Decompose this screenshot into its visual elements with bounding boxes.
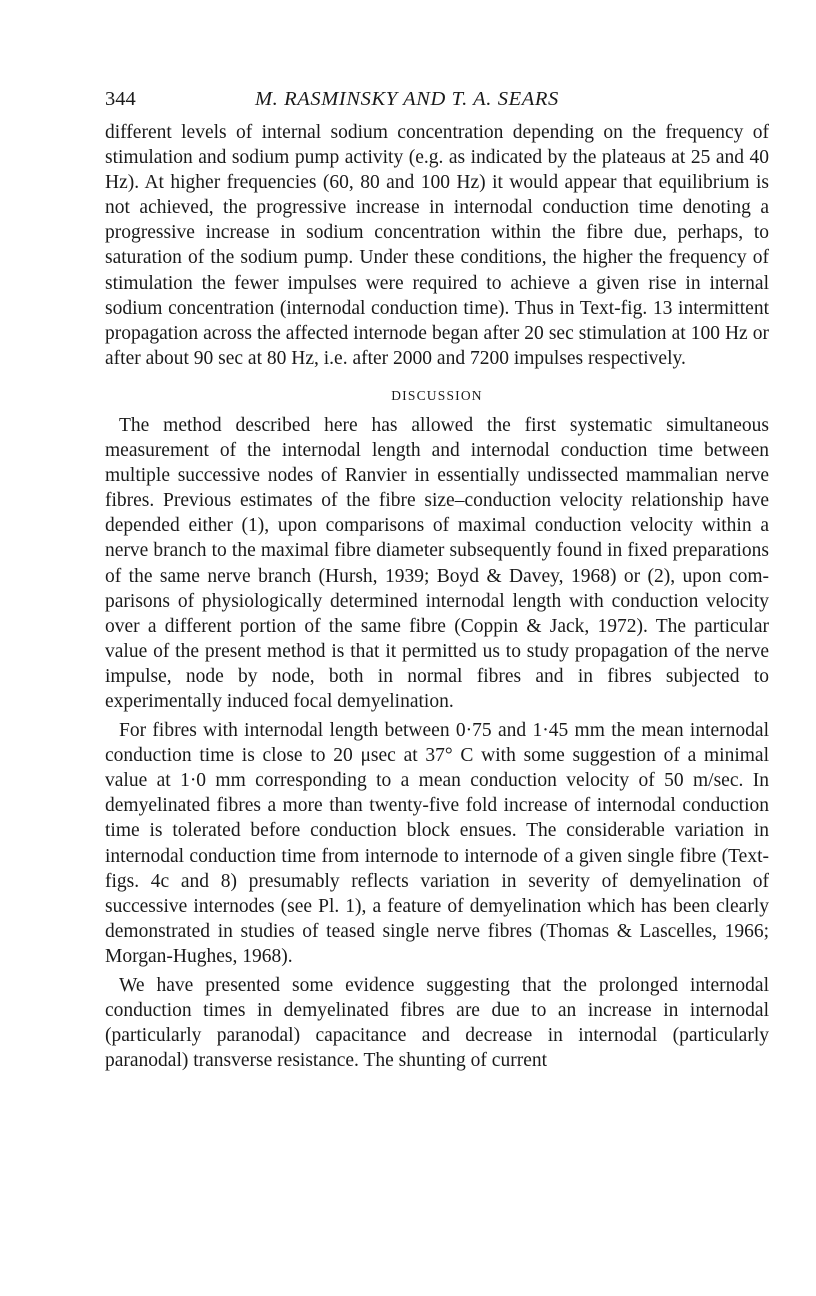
running-head: M. RASMINSKY AND T. A. SEARS bbox=[255, 88, 559, 110]
page bbox=[105, 84, 769, 1073]
page-number: 344 bbox=[105, 88, 136, 110]
paragraph-continued: different levels of internal sodium concentration depending on the frequency of stimulation and sodium pump activity (e.g. as indicated by the plateaus at 25 and 40 Hz). At higher frequencies (60, 80 and 100 Hz) it would appear that equilibrium is not achieved, the progressive increase in internodal conduction time denoting a progressive increase in sodium concentration within the fibre due, perhaps, to saturation of the sodium pump. Under these conditions, the higher the frequency of stimulation the fewer impulses were required to achieve a given rise in internal sodium concentration (internodal conduction time). Thus in Text-fig. 13 intermittent propagation across the affected internode began after 20 sec stimulation at 100 Hz or after about 90 sec at 80 Hz, i.e. after 2000 and 7200 impulses respectively. bbox=[105, 122, 769, 369]
paragraph-discussion-1: The method described here has allowed the first systematic simultaneous measurement of the internodal length and internodal conduction time between multiple successive nodes of Ranvier in essentially undissected mammalian nerve fibres. Previous estimates of the fibre size–conduction velocity relationship have depended either (1), upon comparisons of maximal conduction velocity within a nerve branch to the maximal fibre diameter subsequently found in fixed preparations of the same nerve branch (Hursh, 1939; Boyd & Davey, 1968) or (2), upon comparisons of physiologically determined internodal length with conduction velocity over a different portion of the same fibre (Coppin & Jack, 1972). The particular value of the present method is that it permitted us to study propagation of the nerve impulse, node by node, both in normal fibres and in fibres subjected to experimentally induced focal demyelination. bbox=[105, 414, 769, 712]
page-header bbox=[105, 84, 769, 120]
section-heading: DISCUSSION bbox=[391, 387, 483, 403]
paragraph-discussion-3: We have presented some evidence suggesting that the prolonged internodal conduction times in demyelinated fibres are due to an increase in internodal (particularly paranodal) capacitance and decrease in internodal (particularly paranodal) transverse resistance. The shunting of current bbox=[105, 975, 769, 1072]
paragraph-discussion-2: For fibres with internodal length between 0·75 and 1·45 mm the mean internodal conduction time is close to 20 μsec at 37° C with some suggestion of a minimal value at 1·0 mm corresponding to a mean conduction velocity of 50 m/sec. In demyelinated fibres a more than twenty-five fold increase of internodal conduction time is tolerated before conduction block ensues. The considerable variation in internodal conduction time from internode to internode of a given single fibre (Text-figs. 4c and 8) presumably reflects variation in severity of demyelination of successive internodes (see Pl. 1), a feature of demyelination which has been clearly demonstrated in studies of teased single nerve fibres (Thomas & Lascelles, 1966; Morgan-Hughes, 1968). bbox=[105, 720, 769, 967]
